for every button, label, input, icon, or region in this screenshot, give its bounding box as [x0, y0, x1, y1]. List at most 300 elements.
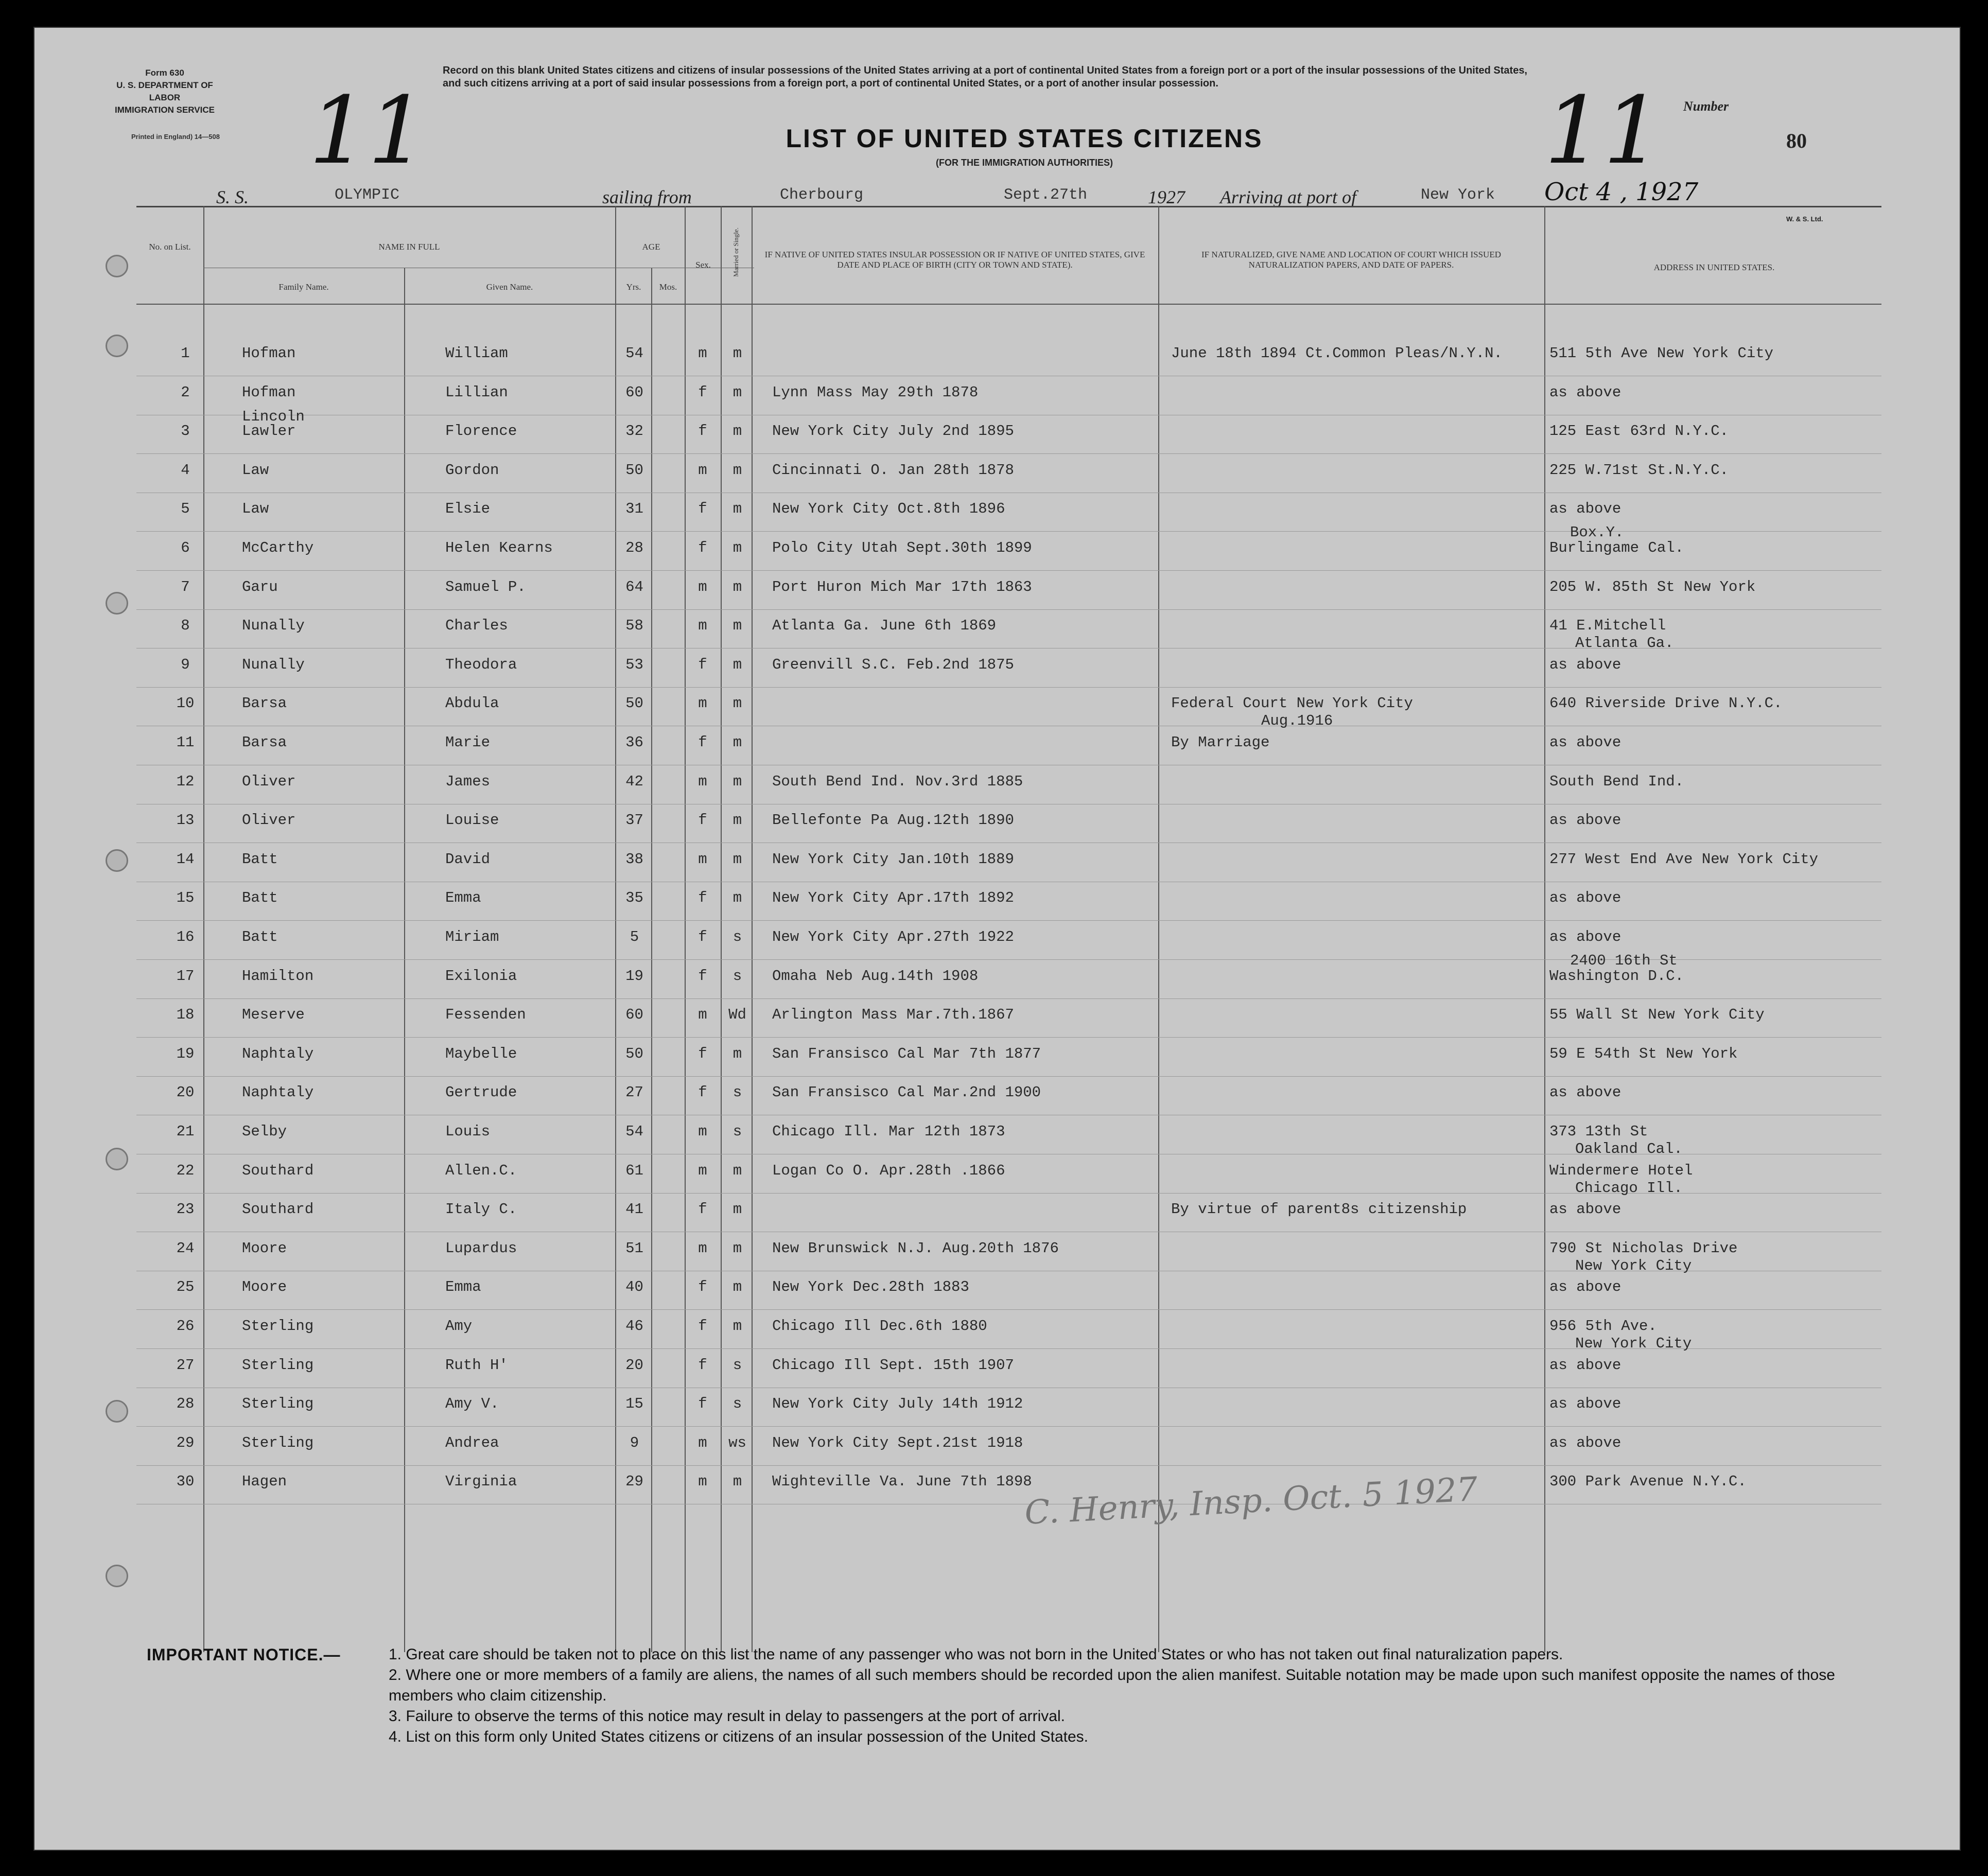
naturalization-date: Aug.1916 — [1261, 712, 1333, 730]
marital-status: m — [733, 539, 742, 556]
number-label: Number — [1683, 99, 1729, 114]
address: 55 Wall St New York City — [1549, 1006, 1765, 1024]
marital-status: m — [733, 1201, 742, 1218]
sex: m — [698, 461, 707, 479]
family-name: Moore — [242, 1239, 287, 1257]
given-name: Theodora — [445, 656, 517, 673]
age-years: 58 — [625, 617, 643, 635]
sailing-label: sailing from — [602, 187, 692, 207]
birth-place-date: New York City Apr.17th 1892 — [772, 889, 1014, 907]
given-name: Lillian — [445, 383, 508, 401]
address: Windermere Hotel — [1549, 1162, 1693, 1179]
printed-note: Printed in England) 14—508 — [131, 133, 220, 141]
row-number: 10 — [176, 695, 195, 712]
row-number: 24 — [176, 1239, 195, 1257]
row-number: 27 — [176, 1356, 195, 1374]
col-divider — [651, 268, 652, 1652]
table-row-line — [136, 998, 1881, 999]
family-name-correction: Lincoln — [242, 408, 305, 426]
given-name: Andrea — [445, 1434, 499, 1451]
col-native: IF NATIVE OF UNITED STATES INSULAR POSSESSION OR IF NATIVE OF UNITED STATES, GIVE DATE AND PLACE OF BIRTH (CITY OR TOWN AND STATE). — [764, 250, 1145, 270]
port-to: New York — [1421, 186, 1495, 204]
marital-status: m — [733, 500, 742, 518]
inspector-signature: C. Henry, Insp. Oct. 5 1927 — [1023, 1470, 1479, 1532]
given-name: Elsie — [445, 500, 491, 518]
family-name: Barsa — [242, 695, 287, 712]
form-identification — [103, 67, 226, 116]
form-number: Form 630 — [145, 68, 184, 78]
birth-place-date: Chicago Ill Dec.6th 1880 — [772, 1318, 987, 1335]
family-name: Barsa — [242, 734, 287, 751]
given-name: Marie — [445, 734, 491, 751]
col-divider — [721, 206, 722, 1652]
row-number: 5 — [181, 500, 190, 518]
col-family: Family Name. — [278, 282, 329, 292]
birth-place-date: South Bend Ind. Nov.3rd 1885 — [772, 773, 1023, 790]
sex: f — [698, 1201, 707, 1218]
birth-place-date: Chicago Ill. Mar 12th 1873 — [772, 1123, 1005, 1140]
marital-status: s — [733, 1395, 742, 1413]
given-name: Florence — [445, 423, 517, 440]
sex: f — [698, 500, 707, 518]
col-yrs: Yrs. — [626, 282, 641, 292]
service-name: IMMIGRATION SERVICE — [115, 105, 215, 115]
row-number: 21 — [176, 1123, 195, 1140]
sex: f — [698, 423, 707, 440]
given-name: Exilonia — [445, 967, 517, 985]
row-number: 19 — [176, 1045, 195, 1062]
address: as above — [1549, 383, 1621, 401]
col-divider — [1544, 206, 1545, 1652]
birth-place-date: Bellefonte Pa Aug.12th 1890 — [772, 812, 1014, 829]
address: as above — [1549, 1356, 1621, 1374]
age-years: 50 — [625, 695, 643, 712]
address: 41 E.Mitchell — [1549, 617, 1666, 635]
address-line-2: New York City — [1575, 1335, 1692, 1352]
naturalization-info: Federal Court New York City — [1171, 695, 1413, 712]
given-name: David — [445, 850, 491, 868]
row-number: 25 — [176, 1278, 195, 1296]
address: as above — [1549, 1278, 1621, 1296]
age-years: 31 — [625, 500, 643, 518]
birth-place-date: Logan Co O. Apr.28th .1866 — [772, 1162, 1005, 1179]
given-name: Maybelle — [445, 1045, 517, 1062]
address: 640 Riverside Drive N.Y.C. — [1549, 695, 1783, 712]
age-years: 41 — [625, 1201, 643, 1218]
notice-items — [389, 1644, 1881, 1747]
row-number: 22 — [176, 1162, 195, 1179]
given-name: Louise — [445, 812, 499, 829]
marital-status: m — [733, 656, 742, 673]
arriving-label: Arriving at port of — [1220, 187, 1357, 207]
sex: m — [698, 695, 707, 712]
sail-year: 1927 — [1148, 187, 1185, 207]
birth-place-date: New York Dec.28th 1883 — [772, 1278, 969, 1296]
sex: m — [698, 773, 707, 790]
col-divider — [752, 206, 753, 1652]
sex: m — [698, 617, 707, 635]
family-name: Southard — [242, 1201, 314, 1218]
marital-status: m — [733, 383, 742, 401]
birth-place-date: New York City Apr.27th 1922 — [772, 928, 1014, 945]
age-years: 64 — [625, 578, 643, 595]
address: 205 W. 85th St New York — [1549, 578, 1756, 595]
sex: m — [698, 1162, 707, 1179]
address-line-2: New York City — [1575, 1257, 1692, 1274]
address: 373 13th St — [1549, 1123, 1648, 1140]
age-years: 42 — [625, 773, 643, 790]
col-divider — [685, 206, 686, 1652]
age-years: 35 — [625, 889, 643, 907]
given-name: Miriam — [445, 928, 499, 945]
address: as above — [1549, 812, 1621, 829]
birth-place-date: New York City Sept.21st 1918 — [772, 1434, 1023, 1451]
marital-status: ws — [728, 1434, 746, 1451]
age-years: 54 — [625, 1123, 643, 1140]
address: Burlingame Cal. — [1549, 539, 1684, 556]
marital-status: s — [733, 928, 742, 945]
age-years: 53 — [625, 656, 643, 673]
address: as above — [1549, 1201, 1621, 1218]
marital-status: s — [733, 1123, 742, 1140]
col-naturalized: IF NATURALIZED, GIVE NAME AND LOCATION OF COURT WHICH ISSUED NATURALIZATION PAPERS, AND DATE OF PAPERS. — [1201, 250, 1501, 270]
given-name: Louis — [445, 1123, 491, 1140]
sex: m — [698, 850, 707, 868]
header-bottom-line — [136, 304, 1881, 305]
given-name: Italy C. — [445, 1201, 517, 1218]
punch-hole — [106, 592, 128, 615]
family-name: Sterling — [242, 1356, 314, 1374]
age-years: 61 — [625, 1162, 643, 1179]
col-age: AGE — [642, 242, 660, 252]
sex: f — [698, 967, 707, 985]
marital-status: m — [733, 773, 742, 790]
ss-label: S. S. — [216, 187, 249, 207]
marital-status: m — [733, 617, 742, 635]
sex: f — [698, 1395, 707, 1413]
family-name: Batt — [242, 928, 278, 945]
address-line-2: Chicago Ill. — [1575, 1179, 1683, 1197]
table-row-line — [136, 1426, 1881, 1427]
address: 277 West End Ave New York City — [1549, 850, 1819, 868]
family-name: Nunally — [242, 656, 305, 673]
table-row-line — [136, 453, 1881, 454]
row-number: 26 — [176, 1318, 195, 1335]
notice-item: 3. Failure to observe the terms of this notice may result in delay to passengers at the port of arrival. — [389, 1708, 1065, 1725]
row-number: 12 — [176, 773, 195, 790]
birth-place-date: San Fransisco Cal Mar.2nd 1900 — [772, 1084, 1041, 1101]
sex: f — [698, 1084, 707, 1101]
given-name: Abdula — [445, 695, 499, 712]
family-name: Oliver — [242, 773, 296, 790]
address: 956 5th Ave. — [1549, 1318, 1657, 1335]
row-number: 15 — [176, 889, 195, 907]
address-line-above: 2400 16th St — [1570, 952, 1678, 969]
birth-place-date: New York City Jan.10th 1889 — [772, 850, 1014, 868]
col-mos: Mos. — [659, 282, 677, 292]
marital-status: Wd — [728, 1006, 746, 1024]
address-line-2: Atlanta Ga. — [1575, 635, 1674, 652]
birth-place-date: Omaha Neb Aug.14th 1908 — [772, 967, 979, 985]
marital-status: m — [733, 1318, 742, 1335]
age-years: 46 — [625, 1318, 643, 1335]
family-name: Hamilton — [242, 967, 314, 985]
row-number: 11 — [176, 734, 195, 751]
birth-place-date: Cincinnati O. Jan 28th 1878 — [772, 461, 1014, 479]
row-number: 8 — [181, 617, 190, 635]
col-divider — [1158, 206, 1159, 1652]
address: as above — [1549, 928, 1621, 945]
record-instruction: Record on this blank United States citizens and citizens of insular possessions of the United States arriving at a port of continental United States from a foreign port or a port of the insular possessions of the United States, and such citizens arriving at a port of said insular possessions from a foreign port, a port of continental United States, or a port of another insular possession. — [443, 65, 1527, 89]
sex: m — [698, 345, 707, 362]
family-name: Lawler — [242, 423, 296, 440]
given-name: Charles — [445, 617, 508, 635]
sex: f — [698, 734, 707, 751]
marital-status: m — [733, 461, 742, 479]
row-number: 28 — [176, 1395, 195, 1413]
age-years: 20 — [625, 1356, 643, 1374]
address: 511 5th Ave New York City — [1549, 345, 1774, 362]
handwritten-mark-left: 11 — [309, 77, 427, 185]
family-name: Hagen — [242, 1473, 287, 1491]
table-row-line — [136, 920, 1881, 921]
birth-place-date: Port Huron Mich Mar 17th 1863 — [772, 578, 1032, 595]
marital-status: s — [733, 1356, 742, 1374]
family-name: Nunally — [242, 617, 305, 635]
given-name: Gertrude — [445, 1084, 517, 1101]
family-name: Sterling — [242, 1395, 314, 1413]
address: as above — [1549, 734, 1621, 751]
family-name: Batt — [242, 889, 278, 907]
table-row-line — [136, 1309, 1881, 1310]
sex: m — [698, 1123, 707, 1140]
notice-lead: IMPORTANT NOTICE.— — [147, 1645, 341, 1664]
marital-status: s — [733, 967, 742, 985]
department-name: U. S. DEPARTMENT OF LABOR — [116, 80, 213, 102]
age-years: 38 — [625, 850, 643, 868]
punch-hole — [106, 1148, 128, 1170]
age-years: 32 — [625, 423, 643, 440]
birth-place-date: New York City Oct.8th 1896 — [772, 500, 1005, 518]
row-number: 4 — [181, 461, 190, 479]
row-number: 30 — [176, 1473, 195, 1491]
col-sex: Sex. — [695, 260, 711, 270]
port-from: Cherbourg — [780, 186, 864, 204]
given-name: Amy V. — [445, 1395, 499, 1413]
table-row-line — [136, 1076, 1881, 1077]
sex: f — [698, 1356, 707, 1374]
table-row-line — [136, 1465, 1881, 1466]
marital-status: s — [733, 1084, 742, 1101]
marital-status: m — [733, 345, 742, 362]
family-name: Hofman — [242, 345, 296, 362]
marital-status: m — [733, 1473, 742, 1491]
given-name: Amy — [445, 1318, 473, 1335]
given-name: James — [445, 773, 491, 790]
punch-hole — [106, 255, 128, 277]
marital-status: m — [733, 1045, 742, 1062]
address-line-2: Oakland Cal. — [1575, 1141, 1683, 1158]
marital-status: m — [733, 889, 742, 907]
sex: m — [698, 1473, 707, 1491]
page-title: LIST OF UNITED STATES CITIZENS — [786, 124, 1263, 153]
naturalization-info: June 18th 1894 Ct.Common Pleas/N.Y.N. — [1171, 345, 1503, 362]
notice-item: 1. Great care should be taken not to place on this list the name of any passenger who was not born in the United States or who has not taken out final naturalization papers. — [389, 1646, 1563, 1663]
family-name: Moore — [242, 1278, 287, 1296]
col-divider — [203, 206, 204, 1652]
family-name: Law — [242, 461, 269, 479]
family-name: Southard — [242, 1162, 314, 1179]
printer-mark: W. & S. Ltd. — [1786, 215, 1823, 223]
table-row-line — [136, 1037, 1881, 1038]
row-number: 6 — [181, 539, 190, 556]
address: as above — [1549, 1084, 1621, 1101]
family-name: Hofman — [242, 383, 296, 401]
birth-place-date: San Fransisco Cal Mar 7th 1877 — [772, 1045, 1041, 1062]
age-years: 9 — [630, 1434, 639, 1451]
family-name: Law — [242, 500, 269, 518]
col-no: No. on List. — [149, 242, 191, 252]
row-number: 23 — [176, 1201, 195, 1218]
age-years: 29 — [625, 1473, 643, 1491]
sex: f — [698, 812, 707, 829]
sex: f — [698, 656, 707, 673]
age-years: 28 — [625, 539, 643, 556]
birth-place-date: Arlington Mass Mar.7th.1867 — [772, 1006, 1014, 1024]
marital-status: m — [733, 1162, 742, 1179]
birth-place-date: Lynn Mass May 29th 1878 — [772, 383, 979, 401]
table-row-line — [136, 687, 1881, 688]
age-years: 5 — [630, 928, 639, 945]
given-name: Emma — [445, 1278, 481, 1296]
address: as above — [1549, 656, 1621, 673]
punch-hole — [106, 1400, 128, 1423]
row-number: 17 — [176, 967, 195, 985]
age-years: 60 — [625, 1006, 643, 1024]
row-number: 20 — [176, 1084, 195, 1101]
age-years: 60 — [625, 383, 643, 401]
given-name: Allen.C. — [445, 1162, 517, 1179]
col-divider — [404, 268, 405, 1652]
punch-hole — [106, 1565, 128, 1587]
sex: f — [698, 1318, 707, 1335]
sex: f — [698, 928, 707, 945]
marital-status: m — [733, 423, 742, 440]
col-marital: Married or Single. — [732, 227, 740, 277]
birth-place-date: Wighteville Va. June 7th 1898 — [772, 1473, 1032, 1491]
age-years: 50 — [625, 1045, 643, 1062]
handwritten-mark-right: 11 — [1544, 77, 1663, 185]
family-name: Sterling — [242, 1434, 314, 1451]
col-name: NAME IN FULL — [378, 242, 440, 252]
sex: m — [698, 1434, 707, 1451]
age-years: 51 — [625, 1239, 643, 1257]
important-notice — [147, 1644, 1897, 1745]
sex: m — [698, 1006, 707, 1024]
row-number: 16 — [176, 928, 195, 945]
row-number: 13 — [176, 812, 195, 829]
birth-place-date: New York City July 2nd 1895 — [772, 423, 1014, 440]
address: 225 W.71st St.N.Y.C. — [1549, 461, 1729, 479]
age-years: 36 — [625, 734, 643, 751]
age-years: 27 — [625, 1084, 643, 1101]
sail-date: Sept.27th — [1004, 186, 1088, 204]
notice-item: 4. List on this form only United States citizens or citizens of an insular possession of the United States. — [389, 1728, 1089, 1745]
address: as above — [1549, 889, 1621, 907]
age-years: 50 — [625, 461, 643, 479]
given-name: Ruth H' — [445, 1356, 508, 1374]
marital-status: m — [733, 695, 742, 712]
naturalization-info: By virtue of parent8s citizenship — [1171, 1201, 1467, 1218]
family-name: Selby — [242, 1123, 287, 1140]
address: 125 East 63rd N.Y.C. — [1549, 423, 1729, 440]
punch-hole — [106, 335, 128, 357]
birth-place-date: Greenvill S.C. Feb.2nd 1875 — [772, 656, 1014, 673]
page-number: 80 — [1786, 129, 1807, 152]
marital-status: m — [733, 812, 742, 829]
sex: f — [698, 1045, 707, 1062]
ship-name: OLYMPIC — [335, 186, 400, 204]
table-row-line — [136, 609, 1881, 610]
marital-status: m — [733, 578, 742, 595]
marital-status: m — [733, 850, 742, 868]
sex: f — [698, 1278, 707, 1296]
family-name: Naphtaly — [242, 1084, 314, 1101]
row-number: 7 — [181, 578, 190, 595]
family-name: Batt — [242, 850, 278, 868]
page-subtitle: (FOR THE IMMIGRATION AUTHORITIES) — [936, 157, 1113, 168]
family-name: Oliver — [242, 812, 296, 829]
sex: m — [698, 1239, 707, 1257]
row-number: 18 — [176, 1006, 195, 1024]
address: 300 Park Avenue N.Y.C. — [1549, 1473, 1747, 1491]
address: as above — [1549, 1434, 1621, 1451]
address: as above — [1549, 500, 1621, 518]
given-name: Gordon — [445, 461, 499, 479]
family-name: Naphtaly — [242, 1045, 314, 1062]
given-name: Lupardus — [445, 1239, 517, 1257]
row-number: 2 — [181, 383, 190, 401]
arrival-date-handwritten: Oct 4 , 1927 — [1544, 178, 1699, 206]
notice-item: 2. Where one or more members of a family are aliens, the names of all such members should be recorded upon the alien manifest. Suitable notation may be made upon such manifest opposite the names of those members who claim citizenship. — [389, 1667, 1835, 1704]
marital-status: m — [733, 734, 742, 751]
age-years: 19 — [625, 967, 643, 985]
address: as above — [1549, 1395, 1621, 1413]
marital-status: m — [733, 1239, 742, 1257]
address-line-above: Box.Y. — [1570, 524, 1624, 541]
address: South Bend Ind. — [1549, 773, 1684, 790]
sex: f — [698, 539, 707, 556]
col-divider — [615, 206, 616, 1652]
age-years: 40 — [625, 1278, 643, 1296]
punch-hole — [106, 849, 128, 872]
birth-place-date: New York City July 14th 1912 — [772, 1395, 1023, 1413]
col-address: ADDRESS IN UNITED STATES. — [1653, 262, 1775, 272]
sex: f — [698, 383, 707, 401]
marital-status: m — [733, 1278, 742, 1296]
family-name: McCarthy — [242, 539, 314, 556]
birth-place-date: Polo City Utah Sept.30th 1899 — [772, 539, 1032, 556]
given-name: Virginia — [445, 1473, 517, 1491]
address: 59 E 54th St New York — [1549, 1045, 1738, 1062]
row-number: 29 — [176, 1434, 195, 1451]
row-number: 14 — [176, 850, 195, 868]
naturalization-info: By Marriage — [1171, 734, 1270, 751]
given-name: Helen Kearns — [445, 539, 553, 556]
age-years: 37 — [625, 812, 643, 829]
col-given: Given Name. — [486, 282, 533, 292]
birth-place-date: Atlanta Ga. June 6th 1869 — [772, 617, 997, 635]
